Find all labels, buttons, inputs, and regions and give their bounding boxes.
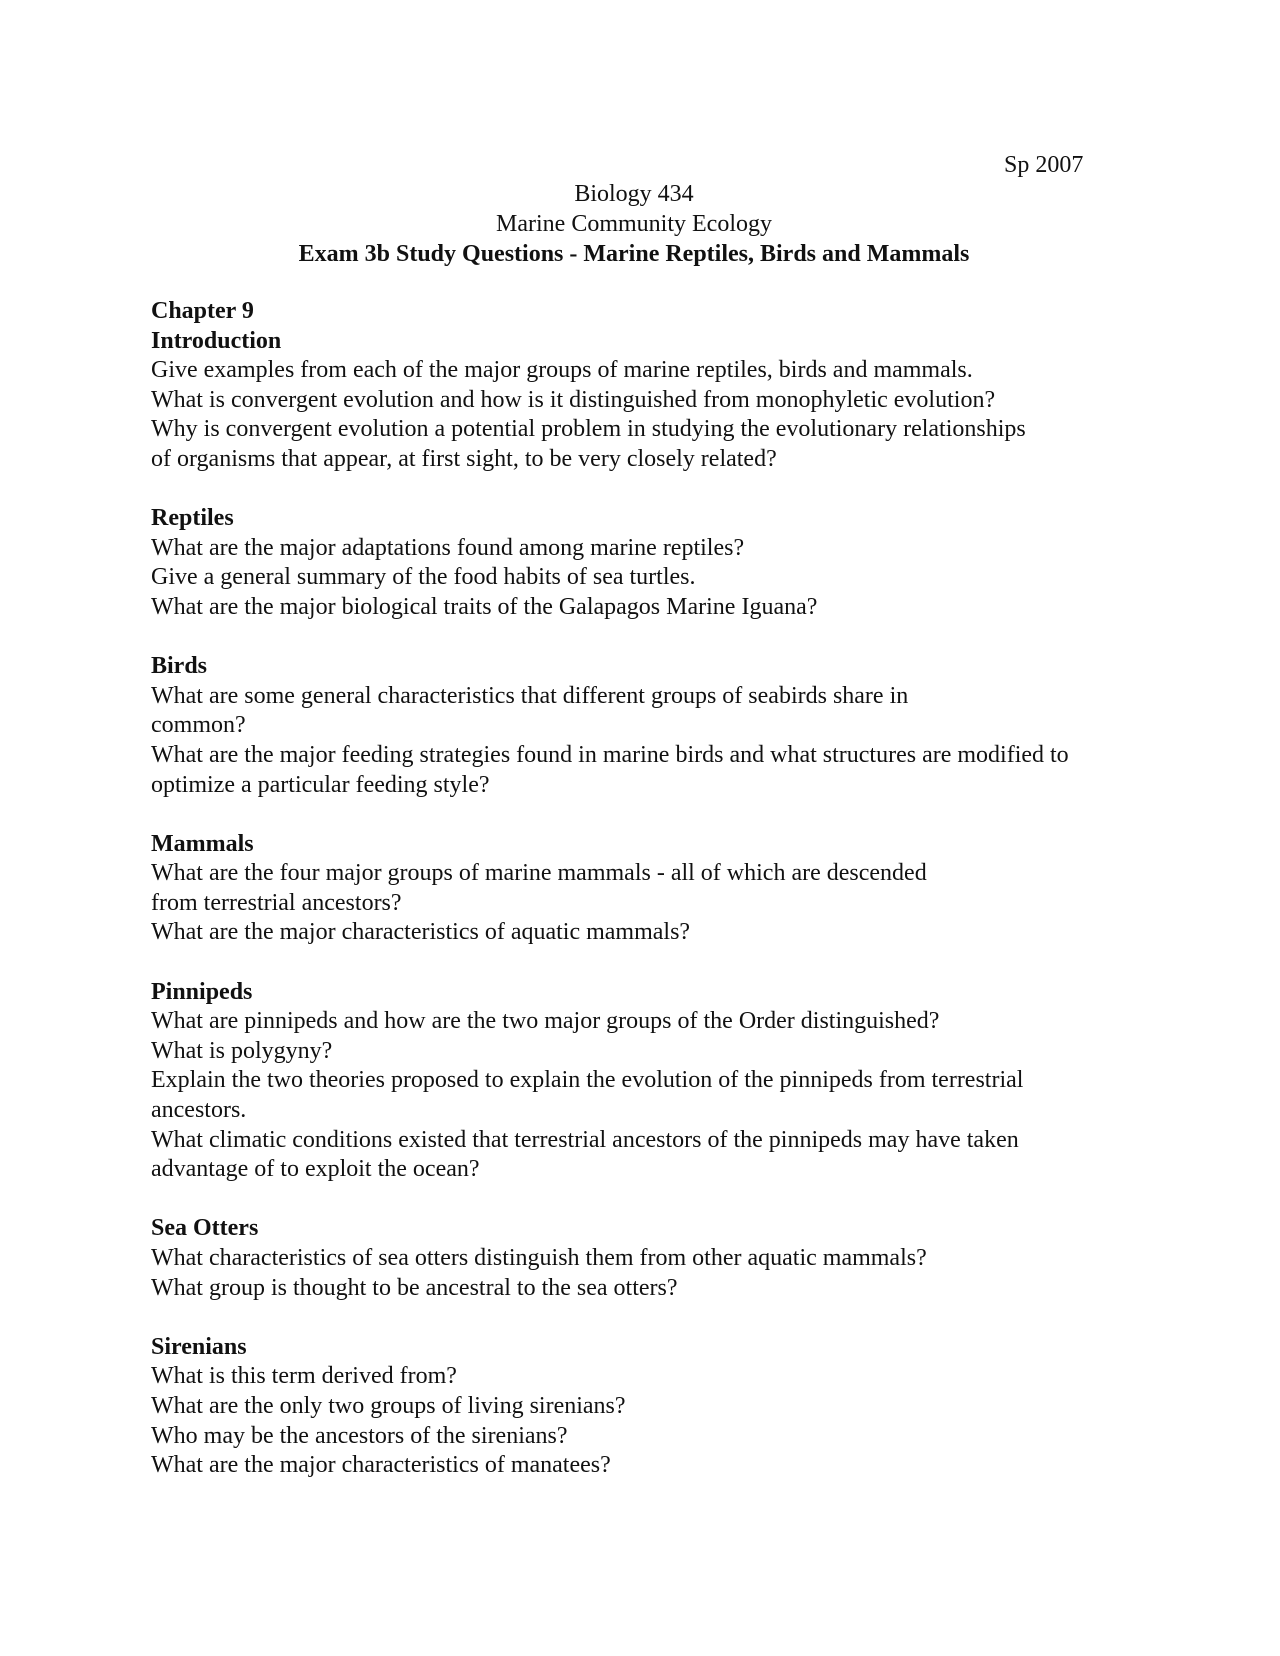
section-heading: Introduction	[151, 327, 282, 354]
chapter-heading: Chapter 9	[151, 298, 254, 324]
question: What are pinnipeds and how are the two major groups of the Order distinguished?	[151, 1008, 940, 1035]
question: Give examples from each of the major groups of marine reptiles, birds and mammals.	[151, 357, 973, 384]
question: Explain the two theories proposed to explain the evolution of the pinnipeds from terrestrial ancestors.	[151, 1067, 1024, 1124]
question: What are the major feeding strategies found in marine birds and what structures are modified to optimize a particular feeding style?	[151, 741, 1069, 798]
question: What is convergent evolution and how is it distinguished from monophyletic evolution?	[151, 386, 996, 413]
section-introduction	[151, 327, 1151, 475]
question: What group is thought to be ancestral to the sea otters?	[151, 1274, 678, 1301]
question: What are the four major groups of marine mammals - all of which are descended from terrestrial ancestors?	[151, 860, 927, 916]
section-heading: Birds	[151, 653, 208, 680]
question: What characteristics of sea otters distinguish them from other aquatic mammals?	[151, 1245, 927, 1271]
section-sirenians	[151, 1333, 1151, 1481]
question: What is this term derived from?	[151, 1363, 457, 1390]
question: What are the major characteristics of aquatic mammals?	[151, 919, 691, 946]
course-name: Marine Community Ecology	[496, 211, 772, 237]
question: Give a general summary of the food habits of sea turtles.	[151, 564, 696, 591]
question: What are the only two groups of living sirenians?	[151, 1392, 626, 1419]
exam-title: Exam 3b Study Questions - Marine Reptiles, Birds and Mammals	[298, 241, 970, 267]
section-mammals	[151, 830, 1151, 948]
section-heading: Mammals	[151, 830, 254, 857]
section-heading: Sirenians	[151, 1333, 247, 1360]
question: Why is convergent evolution a potential problem in studying the evolutionary relationships of organisms that appear, at first sight, to be very closely related?	[151, 416, 1026, 472]
question: What is polygyny?	[151, 1037, 333, 1064]
semester-label: Sp 2007	[1004, 152, 1084, 178]
section-birds	[151, 652, 1151, 800]
course-number: Biology 434	[574, 181, 694, 207]
question: What are the major characteristics of manatees?	[151, 1452, 611, 1479]
section-reptiles	[151, 504, 1151, 622]
section-sea-otters	[151, 1214, 1151, 1303]
question: What are the major biological traits of the Galapagos Marine Iguana?	[151, 593, 818, 620]
question: What climatic conditions existed that terrestrial ancestors of the pinnipeds may have taken advantage of to exploit the ocean?	[151, 1126, 1019, 1183]
section-heading: Reptiles	[151, 505, 234, 532]
question: Who may be the ancestors of the sirenians?	[151, 1422, 568, 1449]
section-heading: Pinnipeds	[151, 978, 253, 1005]
question: What are the major adaptations found among marine reptiles?	[151, 534, 745, 561]
document-header	[0, 179, 1268, 269]
section-heading: Sea Otters	[151, 1215, 259, 1242]
section-pinnipeds	[151, 978, 1151, 1185]
question: What are some general characteristics that different groups of seabirds share in common?	[151, 682, 909, 739]
document-body	[151, 297, 1151, 1481]
